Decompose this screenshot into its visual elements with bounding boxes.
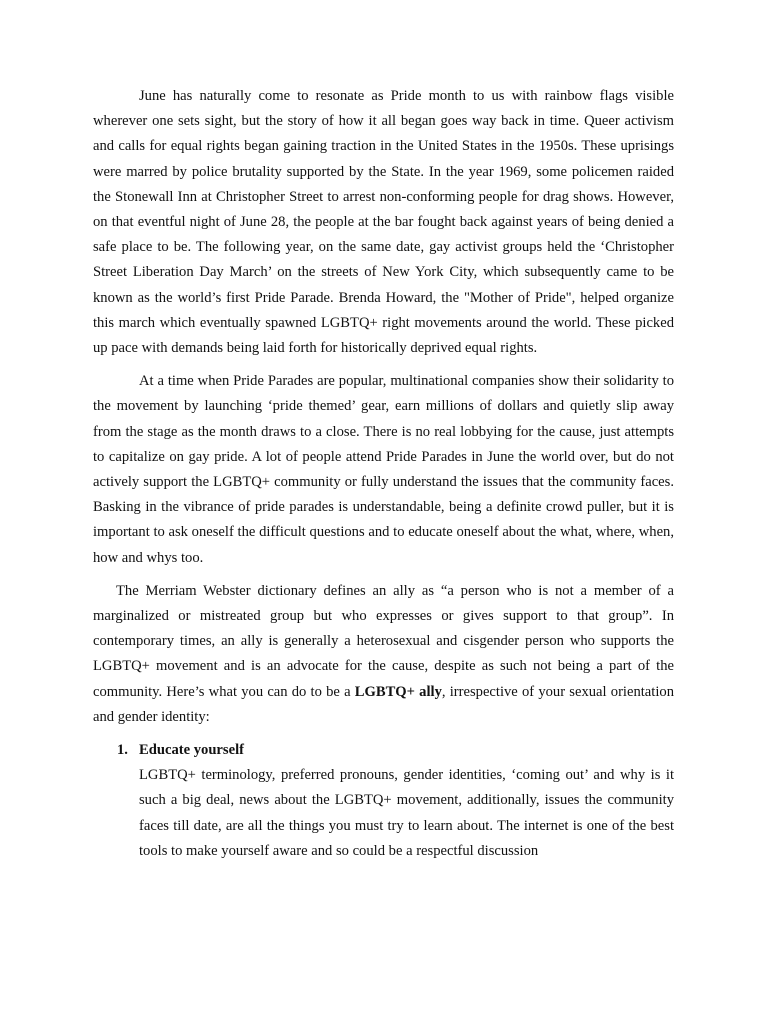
ally-tips-list	[93, 738, 674, 864]
list-item-body: LGBTQ+ terminology, preferred pronouns, gender identities, ‘coming out’ and why is it such a big deal, news about the LGBTQ+ movement, additionally, issues the community faces till date, are all the things you must try to learn about. The internet is one of the best tools to make yourself aware and so could be a respectful discussion	[139, 767, 674, 859]
paragraph-corporate-pride: At a time when Pride Parades are popular, multinational companies show their solidarity to the movement by launching ‘pride themed’ gear, earn millions of dollars and quietly slip away from the stage as the month draws to a close. There is no real lobbying for the cause, just attempts to capitalize on gay pride. A lot of people attend Pride Parades in June the world over, but do not actively support the LGBTQ+ community or fully understand the issues that the community faces. Basking in the vibrance of pride parades is understandable, being a definite crowd puller, but it is important to ask oneself the difficult questions and to educate oneself about the what, where, when, how and whys too.	[93, 373, 674, 566]
list-item-title: Educate yourself	[139, 742, 244, 759]
list-item-number: 1.	[117, 742, 128, 759]
ally-emphasis: LGBTQ+ ally	[354, 683, 442, 700]
list-item	[93, 738, 674, 864]
ally-definition-text: The Merriam Webster dictionary defines an ally as “a person who is not a member of a marginalized or mistreated group but who expresses or gives support to that group”. In contemporary times, an ally is generally a heterosexual and cisgender person who supports the LGBTQ+ movement and is an advocate for the cause, despite as such not being a part of the community. Here’s what you can do to be a	[93, 582, 674, 700]
paragraph-pride-history: June has naturally come to resonate as Pride month to us with rainbow flags visible wherever one sets sight, but the story of how it all began goes way back in time. Queer activism and calls for equal rights began gaining traction in the United States in the 1950s. These uprisings were marred by police brutality supported by the State. In the year 1969, some policemen raided the Stonewall Inn at Christopher Street to arrest non-conforming people for drag shows. However, on that eventful night of June 28, the people at the bar fought back against years of being denied a safe place to be. The following year, on the same date, gay activist groups held the ‘Christopher Street Liberation Day March’ on the streets of New York City, which subsequently came to be known as the world’s first Pride Parade. Brenda Howard, the "Mother of Pride", helped organize this march which eventually spawned LGBTQ+ right movements around the world. These picked up pace with demands being laid forth for historically deprived equal rights.	[93, 88, 674, 357]
ally-definition-text-end: , irrespective of your sexual orientation and gender identity:	[93, 683, 674, 725]
paragraph-ally-definition	[93, 579, 674, 730]
document-page	[93, 84, 674, 864]
